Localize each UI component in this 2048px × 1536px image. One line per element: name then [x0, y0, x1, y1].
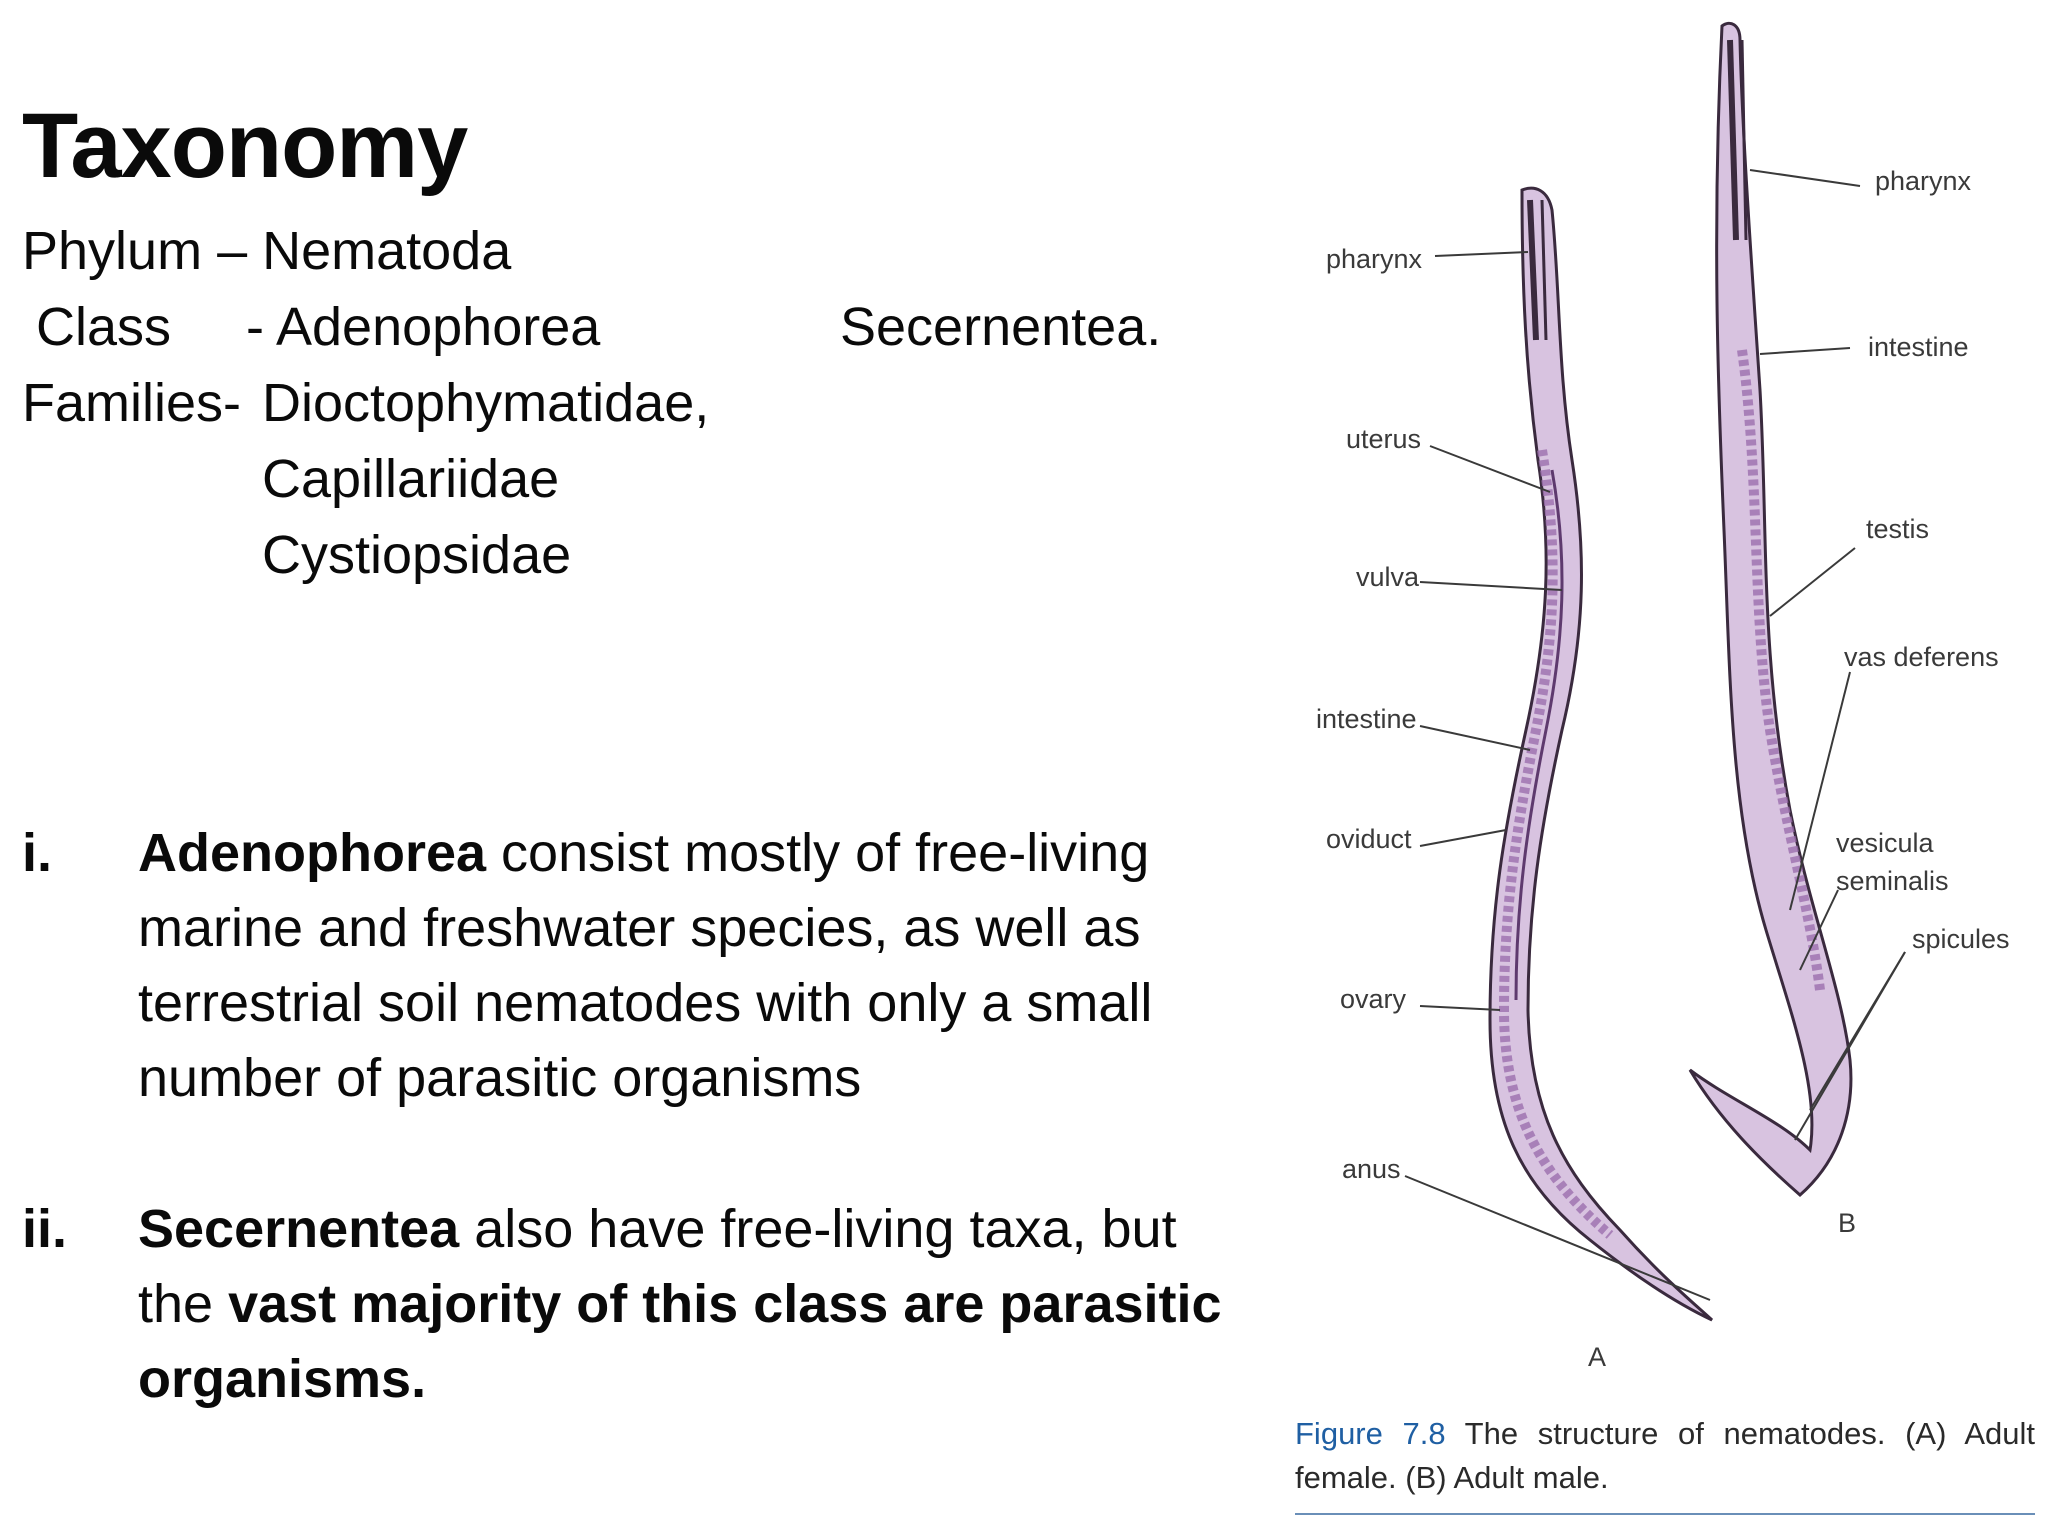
- class-secernentea: Secernentea.: [840, 297, 1162, 357]
- figure-caption-text: The structure of nematodes. (A) Adult female. (B) Adult male.: [1295, 1416, 2036, 1495]
- bullet-lead: Secernentea: [138, 1199, 460, 1259]
- figure-caption-label: Figure 7.8: [1295, 1416, 1446, 1451]
- caption-divider: [1295, 1513, 2035, 1515]
- label-a: A: [1588, 1342, 1607, 1372]
- label-pharynx-male: pharynx: [1875, 166, 1972, 196]
- bullet-item: [22, 816, 1232, 1116]
- bullet-lead: Adenophorea: [138, 823, 487, 883]
- figure-caption: [1295, 1412, 2035, 1500]
- nematode-diagram: [1290, 10, 2048, 1536]
- phylum-line: Phylum – Nematoda: [22, 221, 512, 281]
- family-item: Cystiopsidae: [262, 525, 572, 585]
- label-intestine-male: intestine: [1868, 332, 1969, 362]
- bullet-text: [138, 816, 1232, 1116]
- bullet-item: [22, 1192, 1232, 1417]
- label-uterus: uterus: [1346, 424, 1422, 454]
- label-vas-deferens: vas deferens: [1844, 642, 1999, 672]
- label-b: B: [1838, 1208, 1857, 1238]
- label-intestine-female: intestine: [1316, 704, 1417, 734]
- label-seminalis: seminalis: [1836, 866, 1949, 896]
- label-anus: anus: [1342, 1154, 1401, 1184]
- family-item: Capillariidae: [262, 449, 560, 509]
- bullet-number: ii.: [22, 1199, 68, 1259]
- families-label: Families-: [22, 373, 242, 433]
- male-nematode-drawing: [1690, 23, 1851, 1195]
- label-oviduct: oviduct: [1326, 824, 1412, 854]
- label-pharynx-female: pharynx: [1326, 244, 1423, 274]
- class-label: Class: [36, 297, 172, 357]
- label-spicules: spicules: [1912, 924, 2010, 954]
- bullet-rest: also have free-living taxa, but the: [138, 1199, 1177, 1334]
- bullet-text: [138, 1192, 1232, 1417]
- page-title: Taxonomy: [22, 95, 468, 197]
- class-adenophorea: - Adenophorea: [246, 297, 601, 357]
- bullet-rest: consist mostly of free-living marine and freshwater species, as well as terrestrial soil nematodes with only a small number of parasitic organisms: [138, 823, 1153, 1108]
- label-vulva: vulva: [1356, 562, 1420, 592]
- label-ovary: ovary: [1340, 984, 1407, 1014]
- family-item: Dioctophymatidae,: [262, 373, 710, 433]
- label-vesicula: vesicula: [1836, 828, 1934, 858]
- female-nematode-drawing: [1490, 188, 1712, 1320]
- bullet-emphasis: vast majority of this class are parasitic organisms.: [138, 1274, 1222, 1409]
- bullet-number: i.: [22, 823, 53, 883]
- label-testis: testis: [1866, 514, 1930, 544]
- nematode-figure: [1290, 10, 2048, 1536]
